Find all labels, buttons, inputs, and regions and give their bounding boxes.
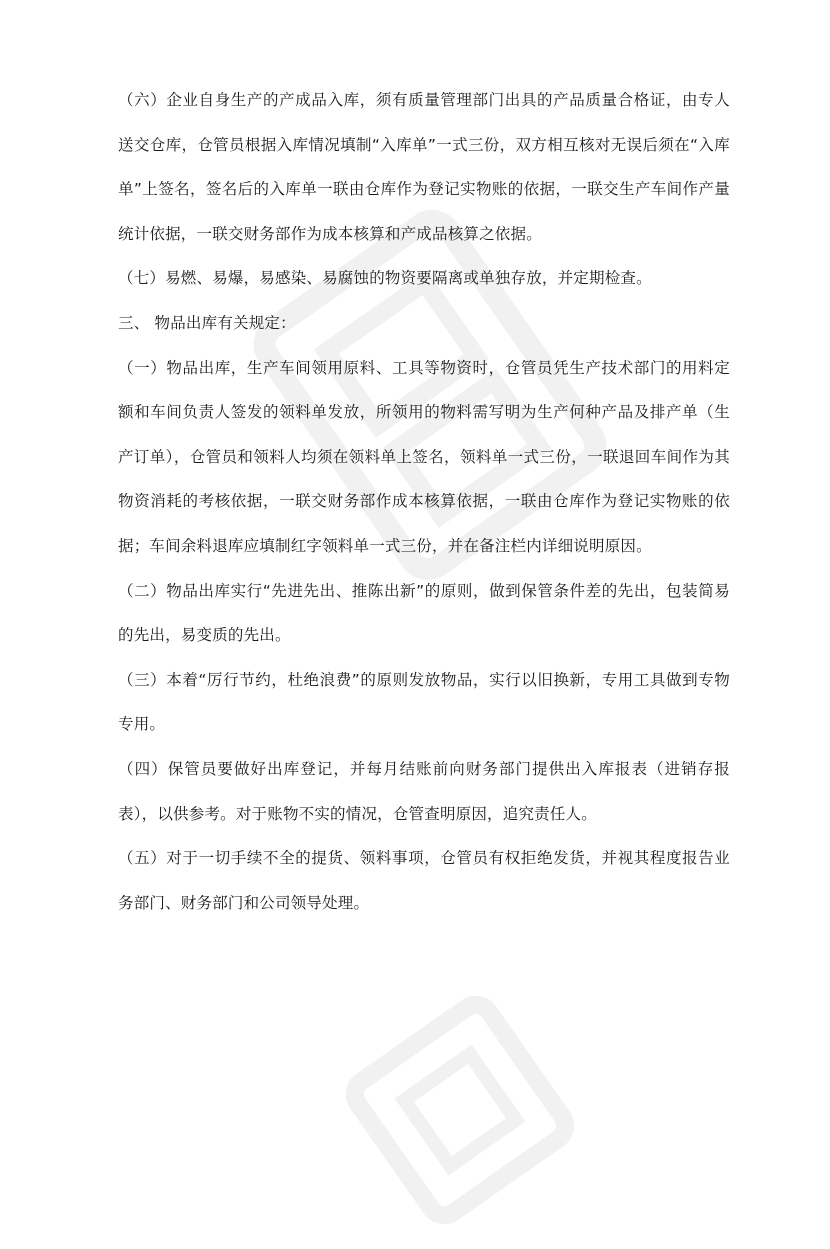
paragraph-7-hazardous-storage: （七）易燃、易爆，易感染、易腐蚀的物资要隔离或单独存放，并定期检查。 — [118, 269, 652, 288]
paragraph-6-finished-goods: （六）企业自身生产的产成品入库，须有质量管理部门出具的产品质量合格证，由专人送交仓库，仓管员根据入库情况填制“入库单”一式三份，双方相互核对无误后须在“入库单”上签名，签名后的入库单一联由仓库作为登记实物账的依据，一联交生产车间作产量统计依据，一联交财务部作为成本核算和产成品核算之依据。 — [118, 91, 730, 243]
document-body — [118, 78, 730, 925]
paragraph-5-refusal: （五）对于一切手续不全的提货、领料事项，仓管员有权拒绝发货，并视其程度报告业务部门、财务部门和公司领导处理。 — [118, 849, 730, 912]
paragraph-1-outbound-requisition: （一）物品出库，生产车间领用原料、工具等物资时，仓管员凭生产技术部门的用料定额和车间负责人签发的领料单发放，所领用的物料需写明为生产何种产品及排产单（生产订单），仓管员和领料人均须在领料单上签名，领料单一式三份，一联退回车间作为其物资消耗的考核依据，一联交财务部作成本核算依据，一联由仓库作为登记实物账的依据；车间余料退库应填制红字领料单一式三份，并在备注栏内详细说明原因。 — [118, 358, 730, 555]
paragraph-2-fifo: （二）物品出库实行“先进先出、推陈出新”的原则，做到保管条件差的先出，包装简易的先出，易变质的先出。 — [118, 581, 730, 645]
section-heading-outbound: 三、 物品出库有关规定： — [118, 313, 296, 332]
watermark-logo-bottom — [321, 971, 600, 1249]
paragraph-4-reporting: （四）保管员要做好出库登记，并每月结账前向财务部门提供出入库报表（进销存报表），以供参考。对于账物不实的情况，仓管查明原因，追究责任人。 — [118, 759, 730, 823]
paragraph-3-economy: （三）本着“厉行节约，杜绝浪费”的原则发放物品，实行以旧换新，专用工具做到专物专用。 — [118, 670, 730, 734]
